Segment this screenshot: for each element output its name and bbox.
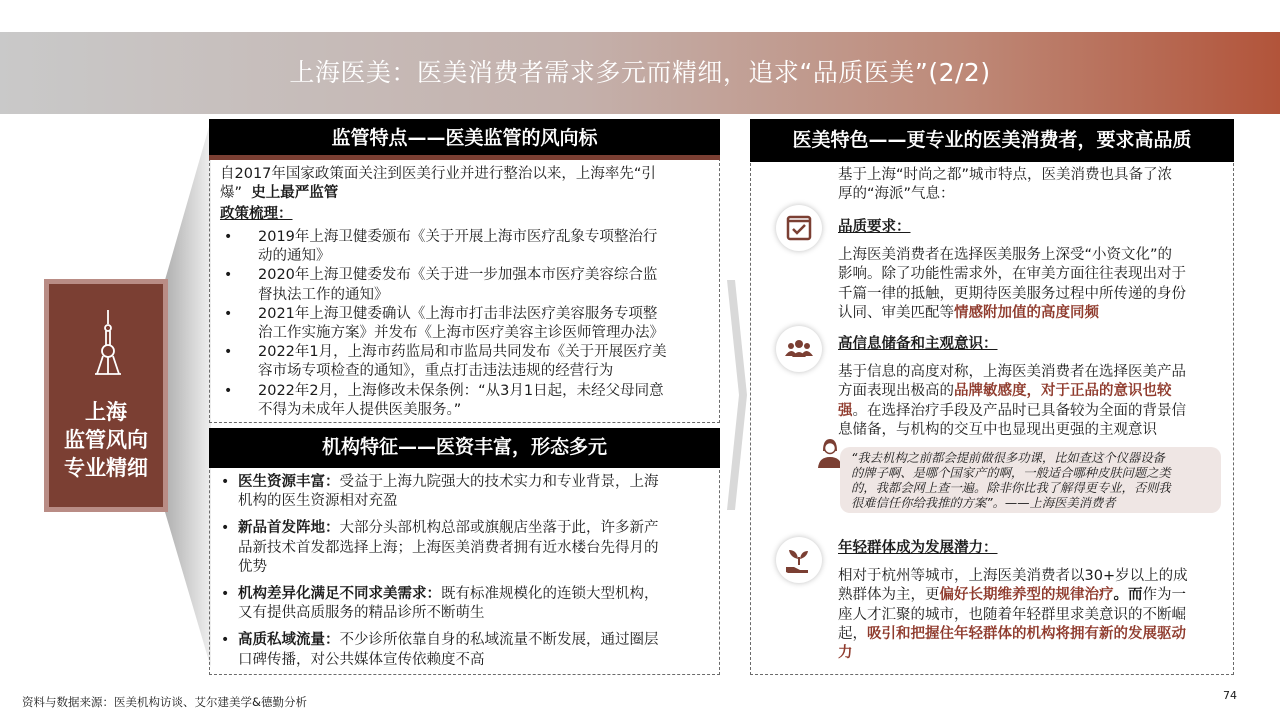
youth-section xyxy=(838,539,1230,663)
information-line-2-a: 方面表现出极高的 xyxy=(838,383,954,400)
policy-item: • 2022年1月，上海市药监局和市监局共同发布《关于开展医疗美 容市场专项检查的通知》，重点打击违法违规的经营行为 xyxy=(238,343,718,381)
quality-section xyxy=(838,218,1230,323)
information-line-3-b: 。在选择治疗手段及产品时已具备较为全面的背景信 xyxy=(852,402,1186,419)
quality-line-2: 影响。除了功能性需求外，在审美方面往往表现出对于 xyxy=(838,266,1186,283)
institution-item-bold: 医生资源丰富： xyxy=(238,474,340,490)
youth-line-1: 相对于杭州等城市，上海医美消费者以30+岁以上的成 xyxy=(838,568,1188,585)
quality-highlight: 情感附加值的高度同频 xyxy=(954,304,1099,321)
youth-line-4-a: 起， xyxy=(838,625,867,642)
group-icon xyxy=(776,326,822,372)
policy-item-line-1: 2022年1月，上海市药监局和市监局共同发布《关于开展医疗美 xyxy=(258,344,667,361)
regulation-header xyxy=(209,119,720,160)
institution-item-line-3: 优势 xyxy=(238,558,267,575)
institution-item: • 高质私域流量：不少诊所依靠自身的私域流量不断发展，通过圈层 口碑传播，对公共媒体宣传依赖度不高 xyxy=(218,631,714,669)
youth-line-2-a: 熟群体为主，更 xyxy=(838,587,940,604)
institution-item-line-1 xyxy=(238,585,714,604)
policy-heading: 政策梳理： xyxy=(220,206,293,223)
source-footnote: 资料与数据来源：医美机构访谈、艾尔建美学&德勤分析 xyxy=(22,695,307,709)
institution-item: • 医生资源丰富：受益于上海九院强大的技术实力和专业背景，上海 机构的医生资源相对充盈 xyxy=(218,473,714,511)
institution-item-bold: 新品首发阵地： xyxy=(238,520,340,537)
institution-item-line-1 xyxy=(238,519,714,538)
quality-line-1: 上海医美消费者在选择医美服务上深受“小资文化”的 xyxy=(838,247,1173,264)
side-label-box xyxy=(44,279,168,512)
quality-line-3: 千篇一律的抵触，更期待医美服务过程中所传递的身份 xyxy=(838,285,1186,302)
institution-item-bold: 机构差异化满足不同求美需求： xyxy=(238,586,441,603)
policy-item-line-2: 不得为未成年人提供医美服务。” xyxy=(258,401,462,418)
regulation-intro-tail: 爆” xyxy=(220,185,243,202)
information-line-4: 息储备，与机构的交互中也显现出更强的主观意识 xyxy=(838,421,1157,438)
institution-item-text: 不少诊所依靠自身的私域流量不断发展，通过圈层 xyxy=(339,632,659,649)
youth-line-2-d: 作为一 xyxy=(1142,587,1186,604)
policy-item-line-2: 治工作实施方案》并发布《上海市医疗美容主诊医师管理办法》 xyxy=(258,325,664,342)
information-heading: 高信息储备和主观意识： xyxy=(838,336,998,352)
side-label-line-1: 上海 xyxy=(85,400,127,424)
institution-item-bold: 高质私域流量： xyxy=(238,632,340,649)
policy-item: • 2020年上海卫健委发布《关于进一步加强本市医疗美容综合监 督执法工作的通知》 xyxy=(238,266,718,304)
consumer-quote xyxy=(851,451,1213,511)
quality-line-4 xyxy=(838,304,1230,323)
policy-item-line-1: 2019年上海卫健委颁布《关于开展上海市医疗乱象专项整治行 xyxy=(258,229,658,245)
institution-header-text: 机构特征——医资丰富，形态多元 xyxy=(321,436,607,458)
quote-line-3: 的，我都会网上查一遍。除非你比我了解得更专业，否则我 xyxy=(851,481,1171,495)
youth-line-3: 座人才汇聚的城市，也随着年轻群里求美意识的不断崛 xyxy=(838,606,1186,623)
institution-header xyxy=(209,428,720,468)
regulation-intro-bold: 史上最严监管 xyxy=(251,185,339,202)
institution-item-line-2: 机构的医生资源相对充盈 xyxy=(238,493,398,510)
institution-list xyxy=(218,473,714,670)
regulation-header-text: 监管特点——医美监管的风向标 xyxy=(331,127,598,149)
regulation-intro-line-1: 自2017年国家政策面关注到医美行业并进行整治以来，上海率先“引 xyxy=(220,166,656,182)
side-label-line-3: 专业精细 xyxy=(64,456,148,480)
information-highlight-2: 强 xyxy=(838,402,853,419)
quote-line-1: “我去机构之前都会提前做很多功课，比如查这个仪器设备 xyxy=(851,451,1165,465)
youth-highlight-1: 偏好长期维养型的规律治疗 xyxy=(939,587,1114,604)
page-number: 74 xyxy=(1223,689,1237,702)
information-line-1: 基于信息的高度对称，上海医美消费者在选择医美产品 xyxy=(838,364,1186,381)
youth-line-4 xyxy=(838,625,1230,644)
side-label-text xyxy=(49,398,163,482)
sprout-hand-icon xyxy=(776,537,822,583)
institution-item: • 机构差异化满足不同求美需求：既有标准规模化的连锁大型机构， 又有提供高质服务的精品诊所不断萌生 xyxy=(218,585,714,623)
youth-highlight-2: 吸引和把握住年轻群体的机构将拥有新的发展驱动 xyxy=(867,625,1186,642)
oriental-pearl-tower-icon xyxy=(94,310,122,376)
institution-item-text: 受益于上海九院强大的技术实力和专业背景，上海 xyxy=(339,474,659,490)
quality-line-4-a: 认同、审美匹配等 xyxy=(838,304,954,321)
consumer-intro-line-2: 厚的“海派”气息： xyxy=(838,186,955,203)
policy-item-line-1: 2020年上海卫健委发布《关于进一步加强本市医疗美容综合监 xyxy=(258,267,658,284)
quote-line-2: 的牌子啊、是哪个国家产的啊，一般适合哪种皮肤问题之类 xyxy=(851,466,1171,480)
policy-item: • 2021年上海卫健委确认《上海市打击非法医疗美容服务专项整 治工作实施方案》并发布《上海市医疗美容主诊医师管理办法》 xyxy=(238,305,718,343)
policy-item-line-1: 2021年上海卫健委确认《上海市打击非法医疗美容服务专项整 xyxy=(258,305,658,322)
consumer-intro-line-1: 基于上海“时尚之都”城市特点，医美消费也具备了浓 xyxy=(838,167,1173,183)
policy-item-line-2: 督执法工作的通知》 xyxy=(258,286,389,303)
youth-line-2-c: 。而 xyxy=(1113,587,1143,604)
youth-line-2 xyxy=(838,586,1230,605)
chevron-arrow xyxy=(727,280,747,510)
regulation-intro xyxy=(220,165,715,225)
institution-item-text: 大部分头部机构总部或旗舰店坐落于此，许多新产 xyxy=(339,520,659,537)
institution-item-line-2: 又有提供高质服务的精品诊所不断萌生 xyxy=(238,605,485,622)
regulation-intro-line-2 xyxy=(220,184,715,203)
side-label-line-2: 监管风向 xyxy=(64,428,148,452)
institution-item: • 新品首发阵地：大部分头部机构总部或旗舰店坐落于此，许多新产 品新技术首发都选择上海；上海医美消费者拥有近水楼台先得月的 优势 xyxy=(218,519,714,577)
quality-heading: 品质要求： xyxy=(838,219,911,235)
policy-item: • 2022年2月，上海修改未保条例：“从3月1日起，未经父母同意 不得为未成年人提供医美服务。” xyxy=(238,382,718,420)
information-highlight-1: 品牌敏感度，对于正品的意识也较 xyxy=(954,383,1172,400)
consumer-intro xyxy=(838,166,1228,204)
page-title: 上海医美：医美消费者需求多元而精细，追求“品质医美”(2/2) xyxy=(289,58,991,87)
policy-item-line-1: 2022年2月，上海修改未保条例：“从3月1日起，未经父母同意 xyxy=(258,382,664,399)
youth-heading: 年轻群体成为发展潜力： xyxy=(838,540,998,556)
quality-icon xyxy=(776,205,822,251)
institution-item-line-2: 品新技术首发都选择上海；上海医美消费者拥有近水楼台先得月的 xyxy=(238,539,659,556)
consumer-header-text: 医美特色——更专业的医美消费者，要求高品质 xyxy=(792,129,1192,151)
policy-item-line-2: 容市场专项检查的通知》，重点打击违法违规的经营行为 xyxy=(258,363,614,380)
information-line-2 xyxy=(838,382,1230,401)
funnel-connector xyxy=(165,120,211,668)
policy-list xyxy=(224,228,718,420)
youth-line-5: 力 xyxy=(838,645,853,662)
consumer-header xyxy=(750,119,1234,162)
information-section xyxy=(838,335,1230,440)
institution-item-line-1 xyxy=(238,473,714,492)
institution-item-line-2: 口碑传播，对公共媒体宣传依赖度不高 xyxy=(238,651,485,668)
policy-item: • 2019年上海卫健委颁布《关于开展上海市医疗乱象专项整治行 动的通知》 xyxy=(238,228,718,266)
information-line-3 xyxy=(838,402,1230,421)
quote-line-4: 很难信任你给我推的方案”。——上海医美消费者 xyxy=(851,496,1116,510)
institution-item-line-1 xyxy=(238,631,714,650)
policy-item-line-2: 动的通知》 xyxy=(258,248,331,265)
institution-item-text: 既有标准规模化的连锁大型机构， xyxy=(441,586,659,603)
